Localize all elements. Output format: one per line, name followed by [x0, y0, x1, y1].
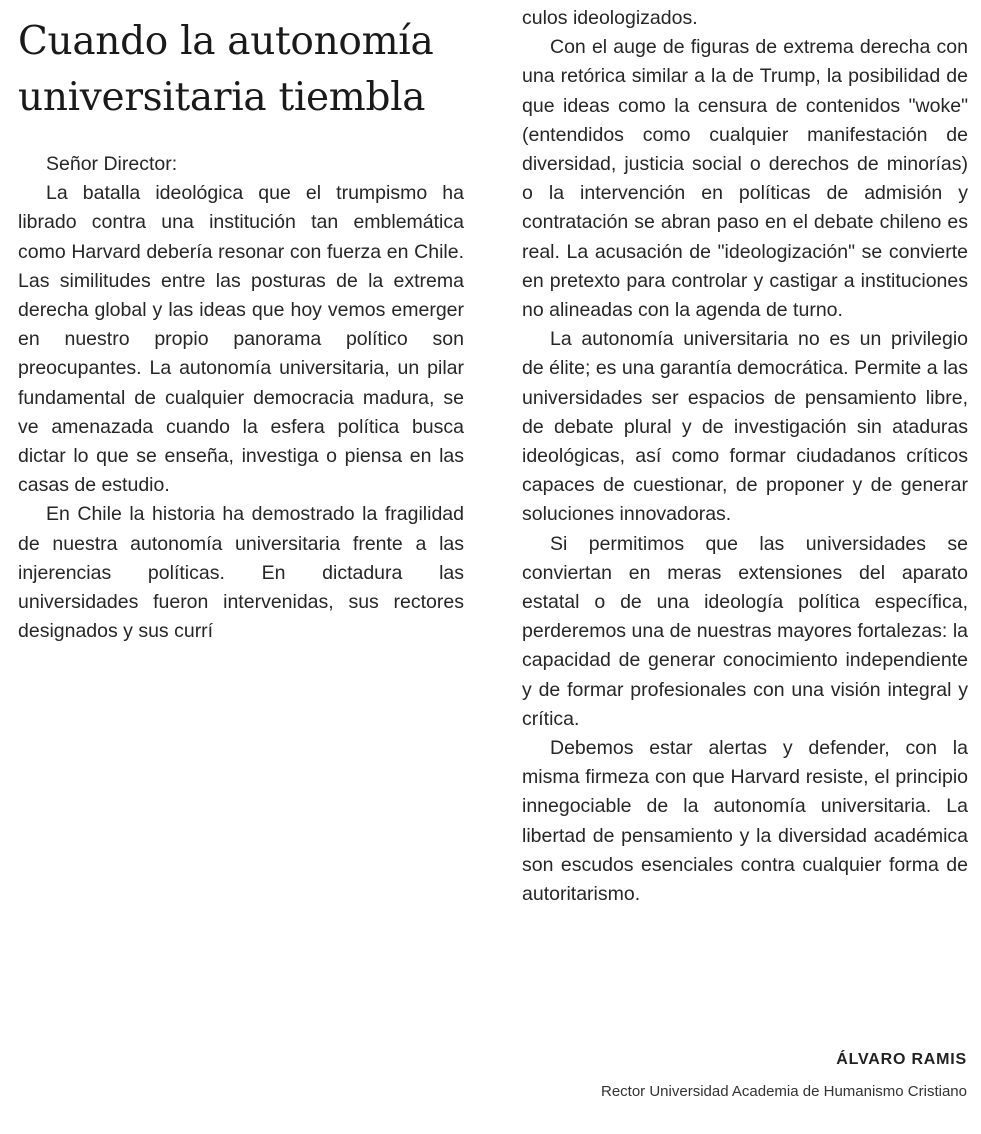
article-title: Cuando la autonomía universitaria tiembla	[18, 19, 434, 120]
paragraph: La batalla ideológica que el trumpismo ha librado contra una institución tan emblemática como Harvard debería resonar con fuerza en Chile. Las similitudes entre las posturas de la extrema derecha global y las ideas que hoy vemos emerger en nuestro propio panorama político son preocupantes. La autonomía universitaria, un pilar fundamental de cualquier democracia madura, se ve amenazada cuando la esfera política busca dictar lo que se enseña, investiga o piensa en las casas de estudio.	[18, 182, 464, 497]
paragraph: La autonomía universitaria no es un privilegio de élite; es una garantía democrática. Permite a las universidades ser espacios de pensamiento libre, de debate plural y de investigación sin ataduras ideológicas, así como formar ciudadanos críticos capaces de cuestionar, de proponer y de generar soluciones innovadoras.	[522, 328, 968, 526]
author-affiliation: Rector Universidad Academia de Humanismo Cristiano	[601, 1083, 967, 1100]
paragraph: Debemos estar alertas y defender, con la misma firmeza con que Harvard resiste, el principio innegociable de la autonomía universitaria. La libertad de pensamiento y la diversidad académica son escudos esenciales contra cualquier forma de autoritarismo.	[522, 737, 968, 906]
paragraph: Con el auge de figuras de extrema derecha con una retórica similar a la de Trump, la posibilidad de que ideas como la censura de contenidos "woke" (entendidos como cualquier manifestación de diversidad, justicia social o derechos de minorías) o la intervención en políticas de admisión y contratación se abran paso en el debate chileno es real. La acusación de "ideologización" se convierte en pretexto para controlar y castigar a instituciones no alineadas con la agenda de turno.	[522, 36, 968, 322]
author-name: ÁLVARO RAMIS	[836, 1051, 967, 1068]
left-column	[18, 150, 464, 646]
salutation: Señor Director:	[46, 153, 178, 175]
paragraph-continuation: culos ideologizados.	[522, 7, 698, 29]
paragraph: En Chile la historia ha demostrado la fragilidad de nuestra autonomía universitaria frente a las injerencias políticas. En dictadura las universidades fueron intervenidas, sus rectores designados y sus currí	[18, 503, 464, 643]
right-column	[522, 4, 968, 909]
paragraph: Si permitimos que las universidades se conviertan en meras extensiones del aparato estatal o de una ideología política específica, perderemos una de nuestras mayores fortalezas: la capacidad de generar conocimiento independiente y de formar profesionales con una visión integral y crítica.	[522, 532, 968, 730]
